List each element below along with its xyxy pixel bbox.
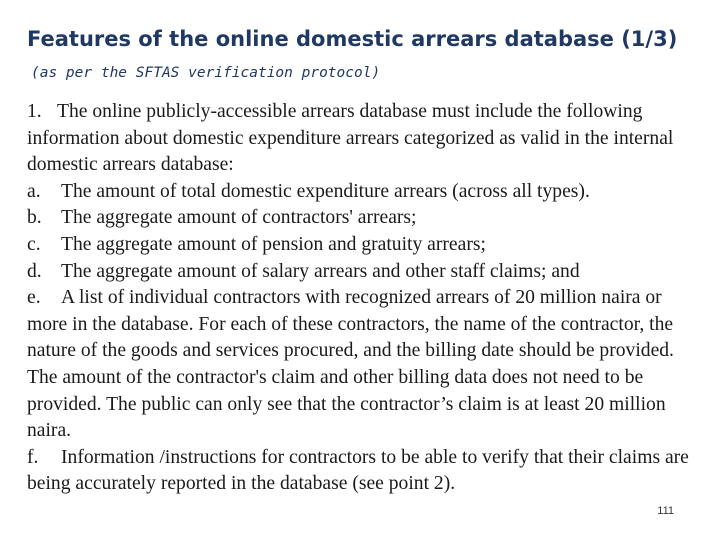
list-item-text: The aggregate amount of salary arrears and other staff claims; and <box>61 260 580 282</box>
slide-title <box>27 24 707 89</box>
list-marker: d. <box>27 260 42 282</box>
list-marker: b. <box>27 207 42 229</box>
list-item <box>27 179 699 206</box>
list-item-text: The aggregate amount of contractors' arrears; <box>61 207 417 229</box>
list-marker: f. <box>27 446 39 468</box>
list-item <box>27 445 699 498</box>
list-marker: 1. <box>27 101 42 122</box>
list-item-text: The aggregate amount of pension and gratuity arrears; <box>61 233 486 255</box>
intro-paragraph <box>27 99 699 179</box>
list-marker: a. <box>27 180 41 202</box>
list-item <box>27 205 699 232</box>
list-item <box>27 285 699 445</box>
list-item-text: The amount of total domestic expenditure arrears (across all types). <box>61 180 590 202</box>
list-marker: c. <box>27 233 41 255</box>
list-item-text: A list of individual contractors with recognized arrears of 20 million naira or more in the database. For each of these contractors, the name of the contractor, the nature of the goods and services procured, and the billing date should be provided. The amount of the contractor's claim and other billing data does not need to be provided. The public can only see that the contractor’s claim is at least 20 million naira. <box>27 287 674 442</box>
intro-text: The online publicly-accessible arrears database must include the following information about domestic expenditure arrears categorized as valid in the internal domestic arrears database: <box>27 101 674 176</box>
page-number: 111 <box>657 505 674 517</box>
list-item <box>27 232 699 259</box>
list-item <box>27 259 699 286</box>
list-item-text: Information /instructions for contractors to be able to verify that their claims are being accurately reported in the database (see point 2). <box>27 446 689 495</box>
slide-body <box>27 99 699 498</box>
slide-subtitle: (as per the SFTAS verification protocol) <box>31 65 381 81</box>
list-marker: e. <box>27 287 41 309</box>
slide-title-text: Features of the online domestic arrears database (1/3) <box>27 27 678 51</box>
